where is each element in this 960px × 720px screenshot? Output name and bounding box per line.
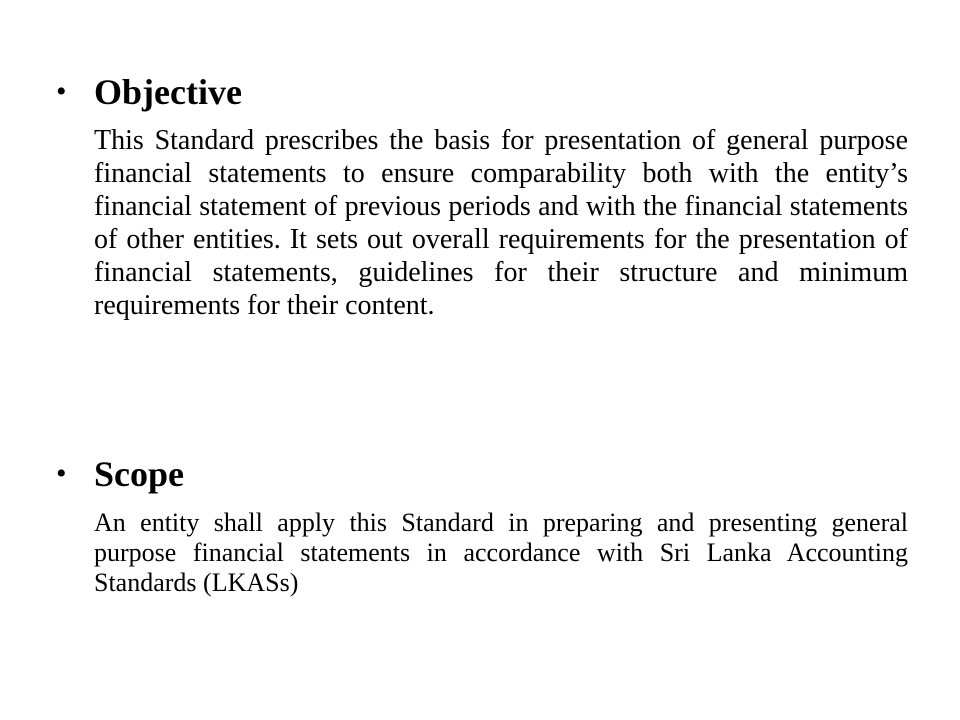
scope-heading: Scope (94, 454, 184, 494)
scope-body: An entity shall apply this Standard in preparing and presenting general purpose financial statements in accordance with Sri Lanka Accounting Standards (LKASs) (94, 508, 908, 597)
objective-section (56, 70, 908, 350)
scope-section (56, 452, 908, 624)
bullet-icon: • (56, 457, 67, 490)
objective-heading: Objective (94, 72, 242, 112)
scope-heading-row (56, 452, 908, 496)
objective-body: This Standard prescribes the basis for presentation of general purpose financial statements to ensure comparability both with the entity’s financial statement of previous periods and with the financial statements of other entities. It sets out overall requirements for the presentation of financial statements, guidelines for their structure and minimum requirements for their content. (94, 125, 908, 321)
objective-heading-row (56, 70, 908, 114)
bullet-icon: • (56, 75, 67, 108)
